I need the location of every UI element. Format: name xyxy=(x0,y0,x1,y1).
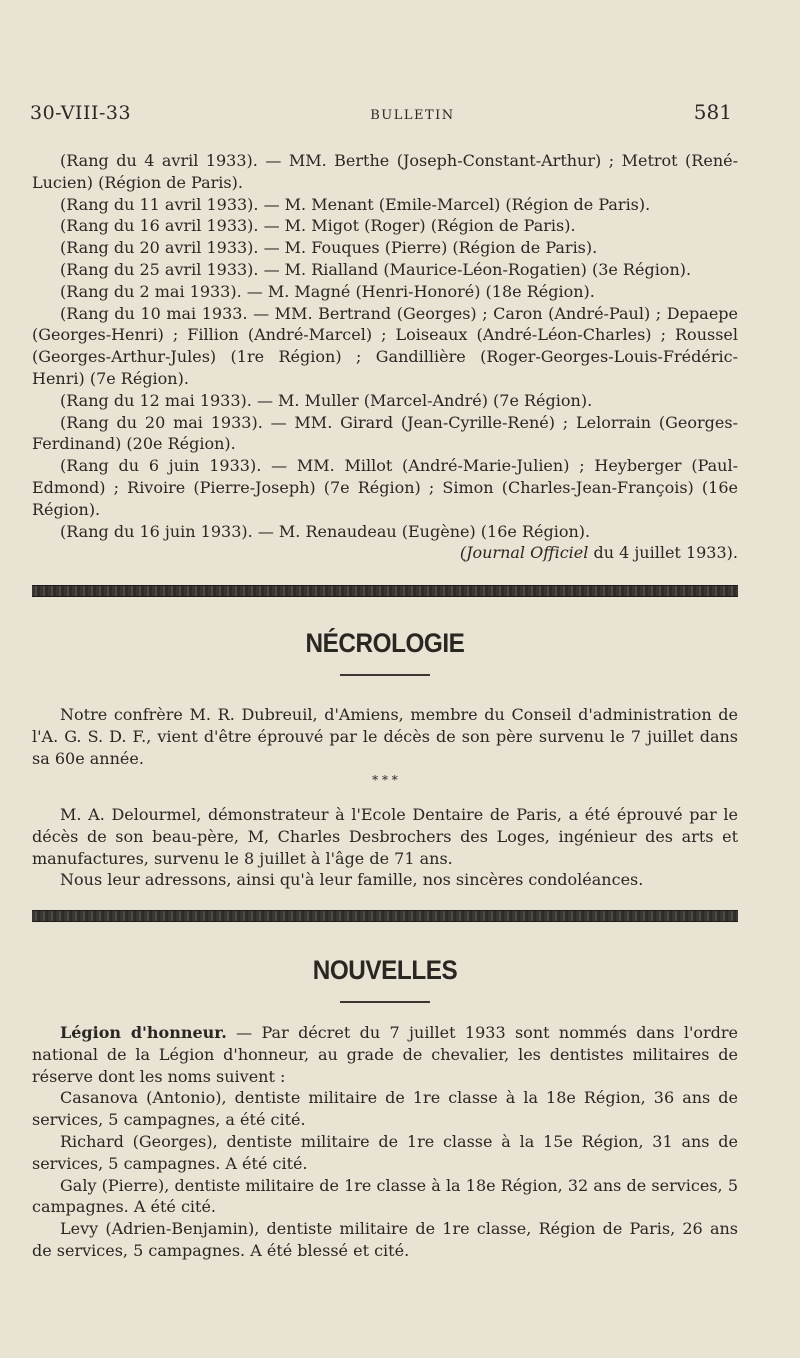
running-title: BULLETIN xyxy=(370,108,455,123)
paragraph: (Rang du 25 avril 1933). — M. Rialland (Maurice-Léon-Rogatien) (3e Région). xyxy=(60,259,692,279)
paragraph: Richard (Georges), dentiste militaire de 1re classe à la 15e Région, 31 ans de services, 5 campagnes. A été cité. xyxy=(32,1131,738,1173)
page-header xyxy=(30,100,732,124)
paragraph: (Rang du 6 juin 1933). — MM. Millot (André-Marie-Julien) ; Heyberger (Paul-Edmond) ; Rivoire (Pierre-Joseph) (7e Région) ; Simon (Charles-Jean-François) (16e Région). xyxy=(32,456,738,519)
section-title-necrologie: NÉCROLOGIE xyxy=(305,628,465,658)
paragraph: (Rang du 16 juin 1933). — M. Renaudeau (Eugène) (16e Région). xyxy=(60,521,591,541)
title-underline xyxy=(340,674,430,676)
paragraph: Nous leur adressons, ainsi qu'à leur famille, nos sincères condoléances. xyxy=(60,870,644,890)
rubric-text: — Par décret du 7 juillet 1933 sont nommés dans l'ordre national de la Légion d'honneur, au grade de chevalier, les dentistes militaires de réserve dont les noms suivent : xyxy=(32,1023,738,1086)
paragraph: (Rang du 4 avril 1933). — MM. Berthe (Joseph-Constant-Arthur) ; Metrot (René-Lucien) (Région de Paris). xyxy=(32,151,738,192)
paragraph: (Rang du 16 avril 1933). — M. Migot (Roger) (Région de Paris). xyxy=(60,216,576,236)
paragraph: Levy (Adrien-Benjamin), dentiste militaire de 1re classe, Région de Paris, 26 ans de services, 5 campagnes. A été blessé et cité. xyxy=(32,1219,738,1260)
section-title-nouvelles: NOUVELLES xyxy=(312,955,458,985)
source-citation-date: du 4 juillet 1933). xyxy=(588,543,738,563)
source-citation xyxy=(32,542,738,564)
paragraph: (Rang du 10 mai 1933. — MM. Bertrand (Georges) ; Caron (André-Paul) ; Depaepe (Georges-Henri) ; Fillion (André-Marcel) ; Loiseaux (André-Léon-Charles) ; Roussel (Georges-Arthur-Jules) (1re Région) ; Gandillière (Roger-Georges-Louis-Frédéric-Henri) (7e Région). xyxy=(32,303,738,388)
promotions-list xyxy=(32,150,738,564)
paragraph: Casanova (Antonio), dentiste militaire de 1re classe à la 18e Région, 36 ans de services, 5 campagnes, a été cité. xyxy=(32,1088,738,1130)
paragraph: (Rang du 20 avril 1933). — M. Fouques (Pierre) (Région de Paris). xyxy=(60,238,598,258)
paragraph: Galy (Pierre), dentiste militaire de 1re classe à la 18e Région, 32 ans de services, 5 campagnes. A été cité. xyxy=(32,1175,738,1217)
paragraph: (Rang du 11 avril 1933). — M. Menant (Emile-Marcel) (Région de Paris). xyxy=(60,194,651,214)
paragraph: (Rang du 20 mai 1933). — MM. Girard (Jean-Cyrille-René) ; Lelorrain (Georges-Ferdinand) (20e Région). xyxy=(32,412,738,454)
section-divider-rule xyxy=(32,585,738,597)
paragraph: Notre confrère M. R. Dubreuil, d'Amiens, membre du Conseil d'administration de l'A. G. S. D. F., vient d'être éprouvé par le décès de son père survenu le 7 juillet dans sa 60e année. xyxy=(32,705,738,768)
date-folio: 30-VIII-33 xyxy=(30,102,132,124)
asterism-separator: * * * xyxy=(372,773,398,787)
paragraph: (Rang du 12 mai 1933). — M. Muller (Marcel-André) (7e Région). xyxy=(60,390,593,410)
title-underline xyxy=(340,1001,430,1003)
necrologie-body-2 xyxy=(32,804,738,891)
paragraph: M. A. Delourmel, démonstrateur à l'Ecole Dentaire de Paris, a été éprouvé par le décès de son beau-père, M, Charles Desbrochers des Loges, ingénieur des arts et manufactures, survenu le 8 juillet à l'âge de 71 ans. xyxy=(32,805,738,868)
nouvelles-body xyxy=(32,1022,738,1262)
paragraph xyxy=(32,1022,738,1087)
source-citation-italic: (Journal Officiel xyxy=(459,543,589,563)
rubric-heading: Légion d'honneur. xyxy=(60,1023,227,1042)
page-number: 581 xyxy=(693,100,732,124)
paragraph: (Rang du 2 mai 1933). — M. Magné (Henri-Honoré) (18e Région). xyxy=(60,281,595,301)
necrologie-body xyxy=(32,704,738,769)
section-divider-rule xyxy=(32,910,738,922)
